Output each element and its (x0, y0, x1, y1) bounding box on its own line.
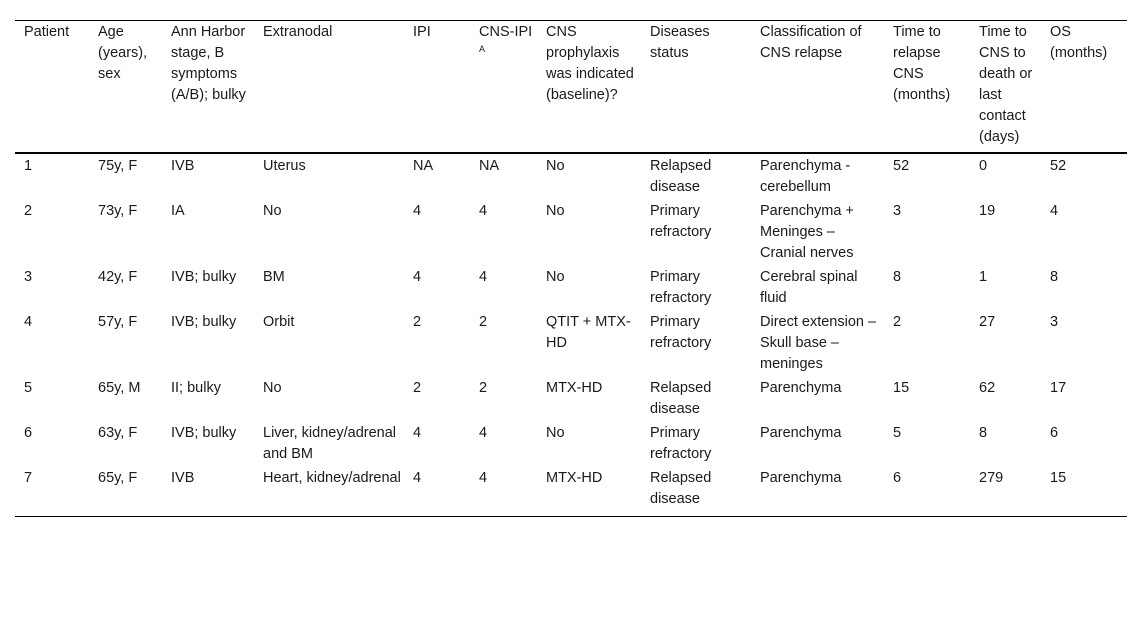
cell-classification: Direct extension – Skull base – meninges (760, 314, 877, 372)
cell-time-to-relapse: 6 (884, 466, 970, 517)
cell-os: 8 (1050, 269, 1059, 285)
table-row (15, 421, 1127, 466)
table-wrapper (15, 20, 1127, 517)
header-row (15, 21, 1127, 154)
table-row (15, 466, 1127, 517)
cell-cns-ipi: 4 (470, 466, 537, 517)
cell-time-to-death: 27 (979, 314, 996, 330)
cell-disease-status: Primary refractory (650, 203, 712, 240)
col-header-os: OS (months) (1041, 21, 1127, 154)
cell-cns-ipi: 4 (479, 269, 488, 285)
cell-ipi: 4 (413, 425, 422, 441)
cell-time-to-death: 62 (979, 380, 996, 396)
cell-time-to-death: 1 (979, 269, 988, 285)
col-header-time-to-death: Time to CNS to death or last contact (days) (970, 21, 1041, 154)
cell-patient: 5 (24, 380, 33, 396)
table-row (15, 199, 1127, 265)
cns-relapse-table (15, 20, 1127, 517)
cell-time-to-relapse: 3 (893, 203, 902, 219)
cell-patient: 4 (24, 314, 33, 330)
cell-time-to-relapse: 5 (893, 425, 902, 441)
cell-cns-prophylaxis: MTX-HD (546, 380, 603, 396)
cell-classification: Parenchyma (760, 380, 842, 396)
cell-cns-prophylaxis: No (546, 425, 565, 441)
cell-age-sex: 65y, M (98, 380, 141, 396)
cell-time-to-relapse: 8 (893, 269, 902, 285)
table-row (15, 153, 1127, 199)
cell-cns-prophylaxis: No (546, 203, 565, 219)
cell-classification: Parenchyma (751, 466, 884, 517)
cell-stage: IVB; bulky (171, 314, 237, 330)
table-row (15, 376, 1127, 421)
cell-stage: IVB (162, 466, 254, 517)
cell-stage: IA (171, 203, 185, 219)
cell-stage: IVB (171, 158, 195, 174)
cell-patient: 1 (24, 158, 33, 174)
cell-cns-prophylaxis: No (546, 269, 565, 285)
cell-time-to-death: 8 (979, 425, 988, 441)
cell-time-to-relapse: 52 (893, 158, 910, 174)
cell-ipi: 2 (413, 314, 422, 330)
col-header-extranodal: Extranodal (254, 21, 404, 154)
col-header-ipi: IPI (404, 21, 470, 154)
cell-patient: 2 (24, 203, 33, 219)
cell-age-sex: 57y, F (98, 314, 138, 330)
table-row (15, 310, 1127, 376)
cell-age-sex: 75y, F (98, 158, 138, 174)
cell-extranodal: Liver, kidney/adrenal and BM (263, 425, 396, 462)
cell-ipi: 2 (413, 380, 422, 396)
cell-cns-prophylaxis: MTX-HD (537, 466, 641, 517)
cell-time-to-death: 279 (970, 466, 1041, 517)
cell-disease-status: Primary refractory (650, 314, 712, 351)
cell-cns-ipi: 2 (479, 314, 488, 330)
cell-os: 6 (1050, 425, 1059, 441)
col-header-classification: Classification of CNS relapse (751, 21, 884, 154)
cell-ipi: NA (413, 158, 434, 174)
cell-classification: Parenchyma (760, 425, 842, 441)
cell-cns-ipi: NA (479, 158, 500, 174)
cell-time-to-death: 0 (979, 158, 988, 174)
cell-os: 4 (1050, 203, 1059, 219)
cell-cns-prophylaxis: No (546, 158, 565, 174)
cell-stage: II; bulky (171, 380, 221, 396)
cell-classification: Parenchyma - cerebellum (760, 158, 851, 195)
cell-os: 52 (1050, 158, 1067, 174)
cell-cns-ipi: 2 (479, 380, 488, 396)
cell-cns-prophylaxis: QTIT + MTX-HD (546, 314, 631, 351)
col-header-stage: Ann Harbor stage, B symptoms (A/B); bulky (162, 21, 254, 154)
cell-disease-status: Primary refractory (650, 425, 712, 462)
cell-cns-ipi: 4 (479, 425, 488, 441)
cell-age-sex: 65y, F (89, 466, 162, 517)
cell-time-to-death: 19 (979, 203, 996, 219)
cell-age-sex: 63y, F (98, 425, 138, 441)
cell-stage: IVB; bulky (171, 269, 237, 285)
table-body (15, 153, 1127, 517)
cell-extranodal: Orbit (263, 314, 295, 330)
cell-classification: Cerebral spinal fluid (760, 269, 858, 306)
table-row (15, 265, 1127, 310)
cell-extranodal: BM (263, 269, 285, 285)
cell-patient: 6 (24, 425, 33, 441)
cell-patient: 3 (24, 269, 33, 285)
cell-patient: 7 (15, 466, 89, 517)
footnote-marker: A (479, 44, 486, 54)
cell-ipi: 4 (404, 466, 470, 517)
col-header-disease-status: Diseases status (641, 21, 751, 154)
cell-ipi: 4 (413, 269, 422, 285)
col-header-cns-prophylaxis: CNS prophylaxis was indicated (baseline)? (537, 21, 641, 154)
cell-disease-status: Primary refractory (650, 269, 712, 306)
cell-classification: Parenchyma + Meninges – Cranial nerves (760, 203, 854, 261)
cell-extranodal: No (263, 380, 282, 396)
cell-disease-status: Relapsed disease (650, 380, 712, 417)
cell-os: 17 (1050, 380, 1067, 396)
cell-time-to-relapse: 15 (893, 380, 910, 396)
cell-age-sex: 42y, F (98, 269, 138, 285)
cell-disease-status: Relapsed disease (641, 466, 751, 517)
cell-ipi: 4 (413, 203, 422, 219)
cell-extranodal: Heart, kidney/adrenal (254, 466, 404, 517)
cell-disease-status: Relapsed disease (650, 158, 712, 195)
cell-stage: IVB; bulky (171, 425, 237, 441)
cell-os: 15 (1041, 466, 1127, 517)
col-header-age-sex: Age (years), sex (89, 21, 162, 154)
cell-time-to-relapse: 2 (893, 314, 902, 330)
col-header-cns-ipi: CNS-IPI $^A$ (470, 21, 537, 154)
cell-extranodal: Uterus (263, 158, 306, 174)
cell-extranodal: No (263, 203, 282, 219)
cell-os: 3 (1050, 314, 1059, 330)
col-header-patient: Patient (15, 21, 89, 154)
cell-age-sex: 73y, F (98, 203, 138, 219)
col-header-time-to-relapse: Time to relapse CNS (months) (884, 21, 970, 154)
cell-cns-ipi: 4 (479, 203, 488, 219)
